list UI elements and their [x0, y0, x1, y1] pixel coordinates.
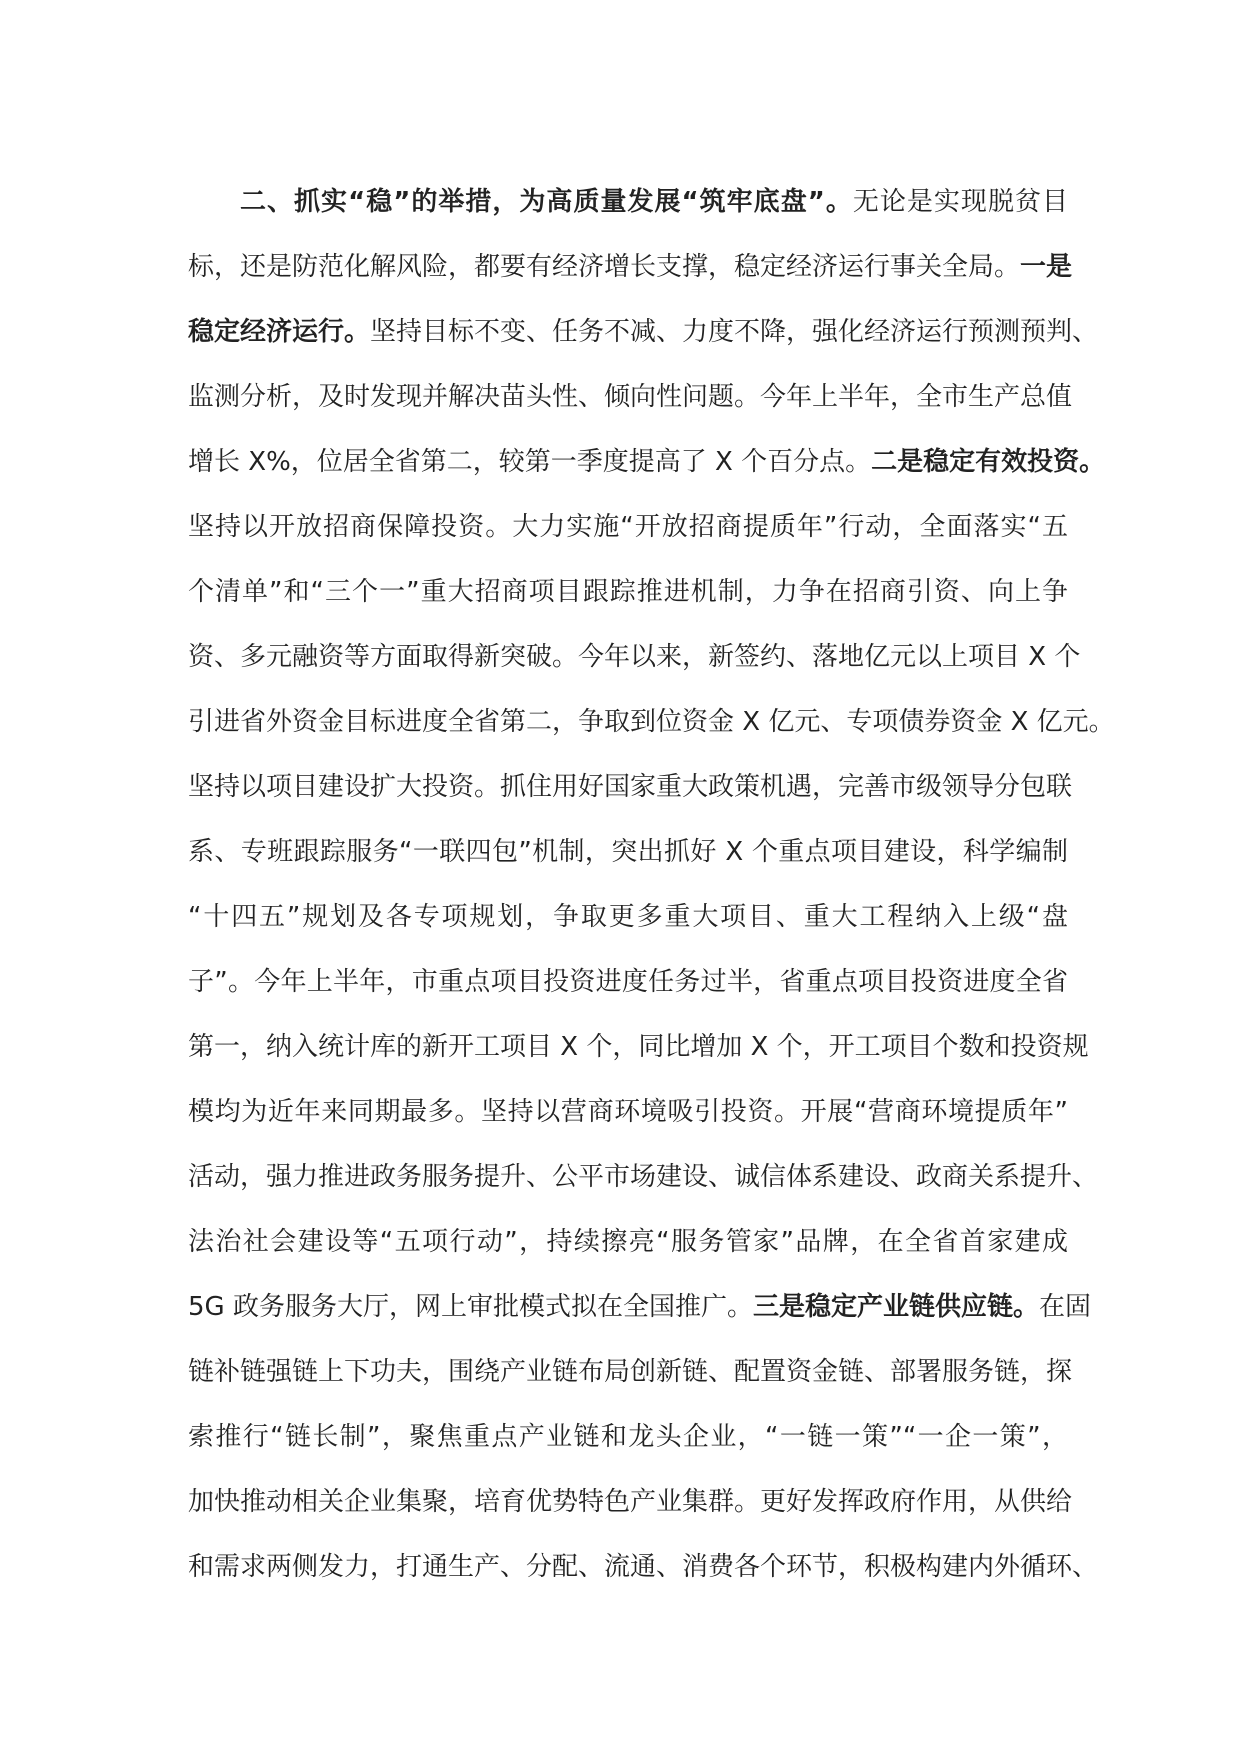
text-line-7	[188, 560, 1068, 625]
text-line-13	[188, 950, 1068, 1015]
text-segment: 法治社会建设等“五项行动”，持续擦亮“服务管家”品牌，在全省首家建成	[188, 1227, 1068, 1257]
text-line-4	[188, 365, 1073, 430]
text-line-8	[188, 625, 1081, 690]
text-segment: 活动，强力推进政务服务提升、公平市场建设、诚信体系建设、政商关系提升、	[188, 1162, 1099, 1192]
text-segment: 第一，纳入统计库的新开工项目 X 个，同比增加 X 个，开工项目个数和投资规	[188, 1032, 1089, 1062]
text-segment: 个清单”和“三个一”重大招商项目跟踪推进机制，力争在招商引资、向上争	[188, 577, 1068, 607]
text-segment: 引进省外资金目标进度全省第二，争取到位资金 X 亿元、专项债券资金 X 亿元。	[188, 707, 1115, 737]
text-segment: “十四五”规划及各专项规划，争取更多重大项目、重大工程纳入上级“盘	[188, 902, 1068, 932]
text-line-16	[188, 1145, 1099, 1210]
text-line-3	[188, 300, 1099, 365]
text-segment: 子”。今年上半年，市重点项目投资进度任务过半，省重点项目投资进度全省	[188, 967, 1068, 997]
text-line-20	[188, 1405, 1068, 1470]
text-line-12	[188, 885, 1068, 950]
text-line-14	[188, 1015, 1089, 1080]
text-segment: 加快推动相关企业集聚，培育优势特色产业集群。更好发挥政府作用，从供给	[188, 1487, 1073, 1517]
text-line-6	[188, 495, 1068, 560]
text-segment: 和需求两侧发力，打通生产、分配、流通、消费各个环节，积极构建内外循环、	[188, 1552, 1099, 1582]
text-segment: 索推行“链长制”，聚焦重点产业链和龙头企业，“一链一策”“一企一策”，	[188, 1422, 1068, 1452]
text-line-5	[188, 430, 1106, 495]
section-heading: 二、抓实“稳”的举措，为高质量发展“筑牢底盘”。	[240, 187, 853, 217]
text-segment: 无论是实现脱贫目	[852, 187, 1068, 217]
point-title-2: 二是稳定有效投资。	[871, 447, 1106, 477]
point-title-3: 三是稳定产业链供应链。	[752, 1292, 1039, 1322]
text-segment: 5G 政务服务大厅，网上审批模式拟在全国推广。	[188, 1292, 753, 1322]
text-line-1	[188, 170, 1068, 235]
text-segment: 模均为近年来同期最多。坚持以营商环境吸引投资。开展“营商环境提质年”	[188, 1097, 1068, 1127]
text-line-22	[188, 1535, 1099, 1600]
text-line-9	[188, 690, 1115, 755]
text-segment: 在固	[1038, 1292, 1091, 1322]
text-segment: 坚持目标不变、任务不减、力度不降，强化经济运行预测预判、	[370, 317, 1099, 347]
body-paragraph	[188, 170, 1115, 1600]
text-line-21	[188, 1470, 1073, 1535]
text-segment: 系、专班跟踪服务“一联四包”机制，突出抓好 X 个重点项目建设，科学编制	[188, 837, 1069, 867]
text-line-2	[188, 235, 1073, 300]
text-line-19	[188, 1340, 1073, 1405]
text-line-11	[188, 820, 1068, 885]
text-segment: 标，还是防范化解风险，都要有经济增长支撑，稳定经济运行事关全局。	[188, 252, 1021, 282]
text-segment: 坚持以开放招商保障投资。大力实施“开放招商提质年”行动，全面落实“五	[188, 512, 1068, 542]
text-segment: 监测分析，及时发现并解决苗头性、倾向性问题。今年上半年，全市生产总值	[188, 382, 1073, 412]
text-line-10	[188, 755, 1073, 820]
text-line-17	[188, 1210, 1068, 1275]
text-line-15	[188, 1080, 1068, 1145]
text-segment: 资、多元融资等方面取得新突破。今年以来，新签约、落地亿元以上项目 X 个	[188, 642, 1081, 672]
point-title-1: 稳定经济运行。	[188, 317, 371, 347]
text-line-18	[188, 1275, 1091, 1340]
text-segment: 增长 X%，位居全省第二，较第一季度提高了 X 个百分点。	[188, 447, 872, 477]
point-label-1: 一是	[1020, 252, 1073, 282]
text-segment: 链补链强链上下功夫，围绕产业链布局创新链、配置资金链、部署服务链，探	[188, 1357, 1073, 1387]
text-segment: 坚持以项目建设扩大投资。抓住用好国家重大政策机遇，完善市级领导分包联	[188, 772, 1073, 802]
